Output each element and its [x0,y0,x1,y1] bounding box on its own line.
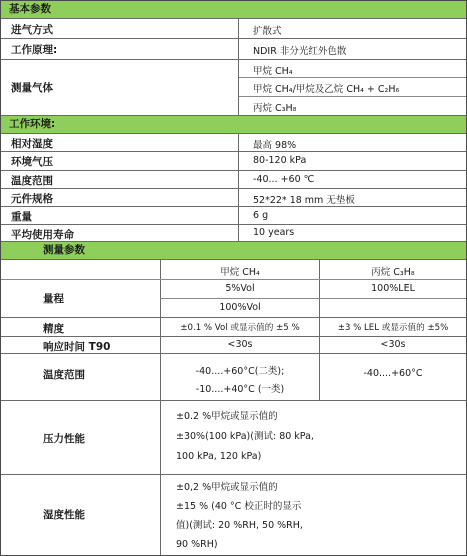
pressure-line: ±0.2 %甲烷或显示值的 [176,411,278,422]
row-label: 量程 [43,293,64,305]
row-value: 10 years [253,227,295,238]
pressure-line: 100 kPa, 120 kPa) [176,451,262,462]
row-label: 平均使用寿命 [11,229,74,241]
column-header-propane: 丙烷 C₃H₈ [371,267,415,278]
accuracy-methane: ±0.1 % Vol 或显示值的 ±5 % [180,323,300,333]
row-value: NDIR 非分光红外色散 [253,46,347,57]
temp-methane-class1: -10....+40°C (一类) [195,384,285,395]
gas-item: 甲烷 CH₄/甲烷及乙烷 CH₄ + C₂H₆ [253,84,400,95]
row-label: 元件规格 [11,193,53,205]
column-header-methane: 甲烷 CH₄ [220,267,260,278]
row-label: 进气方式 [11,24,53,36]
row-pressure-performance [1,401,466,475]
row-accuracy [1,318,466,337]
response-propane: <30s [380,339,406,350]
row-value: 6 g [253,210,269,221]
range-methane-low: 5%Vol [225,283,255,294]
row-label: 环境气压 [11,156,53,168]
row-value: 80-120 kPa [253,155,307,166]
row-label: 湿度性能 [43,509,85,521]
section-header-measurement [1,242,466,260]
humidity-line: 值)(测试: 20 %RH, 50 %RH, [176,520,303,531]
temp-methane-class2: -40....+60°C(二类); [195,366,285,377]
row-label: 相对湿度 [11,138,53,150]
row-temperature [1,171,466,189]
row-value: 扩散式 [253,26,282,37]
range-propane: 100%LEL [371,283,415,294]
row-meas-temperature [1,354,466,401]
row-principle [1,39,466,60]
row-humidity-performance [1,475,466,555]
row-value: -40... +60 ℃ [253,174,315,185]
section-header-basic [1,1,466,19]
gas-item: 甲烷 CH₄ [253,66,293,77]
humidity-line: ±0,2 %甲烷或显示值的 [176,482,278,493]
row-response-time [1,337,466,354]
humidity-line: 90 %RH) [176,539,218,550]
row-value: 最高 98% [253,140,297,151]
response-methane: <30s [227,339,253,350]
row-label: 重量 [11,211,32,223]
row-pressure [1,152,466,171]
temp-propane: -40....+60°C [363,368,423,379]
gas-item: 丙烷 C₃H₈ [253,103,297,114]
range-methane-high: 100%Vol [219,302,261,313]
section-header-env [1,116,466,134]
row-label: 测量气体 [11,82,53,94]
row-gas [1,60,466,116]
row-label: 响应时间 T90 [43,341,111,353]
row-column-headers [1,260,466,280]
section-title: 工作环境: [9,118,56,130]
row-weight [1,207,466,225]
row-humidity [1,134,466,152]
accuracy-propane: ±3 % LEL 或显示值的 ±5% [337,323,449,333]
row-label: 精度 [43,323,64,335]
row-label: 压力性能 [43,433,85,445]
section-title: 测量参数 [43,244,85,256]
humidity-line: ±15 % (40 °C 校正时的显示 [176,501,302,512]
row-label: 温度范围 [11,175,53,187]
section-title: 基本参数 [9,3,51,15]
row-label: 工作原理: [11,44,58,56]
row-spec [1,189,466,207]
pressure-line: ±30%(100 kPa)(测试: 80 kPa, [176,431,314,442]
row-label: 温度范围 [43,369,85,381]
row-range [1,280,466,318]
row-intake [1,19,466,39]
row-value: 52*22* 18 mm 无垫板 [253,195,355,206]
row-life [1,225,466,242]
